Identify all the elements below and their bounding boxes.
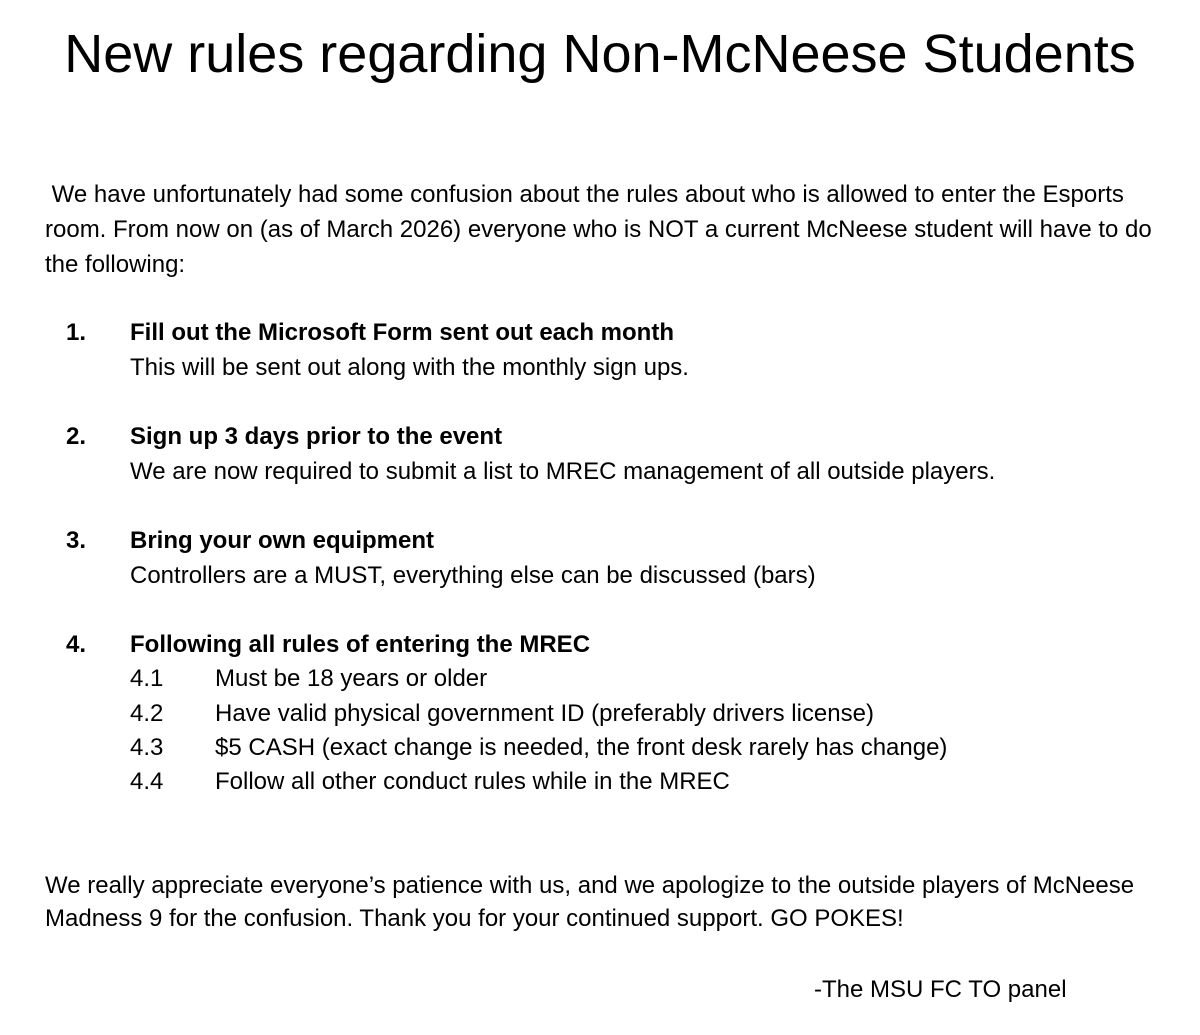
rule-number: 4. (66, 631, 87, 658)
page-title: New rules regarding Non-McNeese Students (64, 24, 1136, 84)
rule-description: Controllers are a MUST, everything else can be discussed (bars) (130, 562, 816, 589)
signature: -The MSU FC TO panel (814, 976, 1067, 1003)
rule-number: 3. (66, 527, 87, 554)
sub-rule-text: Have valid physical government ID (preferably drivers license) (215, 700, 874, 727)
rule-number: 2. (66, 423, 87, 450)
sub-rule-text: $5 CASH (exact change is needed, the front desk rarely has change) (215, 734, 948, 761)
rule-title: Bring your own equipment (130, 527, 434, 554)
rule-title: Sign up 3 days prior to the event (130, 423, 503, 450)
sub-rule-text: Must be 18 years or older (215, 665, 488, 692)
sub-rule-text: Follow all other conduct rules while in the MREC (215, 768, 730, 795)
closing-paragraph: We really appreciate everyone’s patience with us, and we apologize to the outside players of McNeese Madness 9 for the confusion. Thank you for your continued support. GO POKES! (45, 872, 1135, 932)
sub-rule-number: 4.1 (130, 665, 164, 692)
rule-title: Fill out the Microsoft Form sent out each month (130, 319, 674, 346)
sub-rule-number: 4.4 (130, 768, 164, 795)
intro-paragraph: We have unfortunately had some confusion about the rules about who is allowed to enter the Esports room. From now on (as of March 2026) everyone who is NOT a current McNeese student will have to do the following: (45, 181, 1159, 278)
rule-number: 1. (66, 319, 87, 346)
rule-description: This will be sent out along with the monthly sign ups. (130, 354, 689, 381)
sub-rule-number: 4.2 (130, 700, 164, 727)
sub-rule-number: 4.3 (130, 734, 164, 761)
rule-title: Following all rules of entering the MREC (130, 631, 591, 658)
rule-description: We are now required to submit a list to MREC management of all outside players. (130, 458, 996, 485)
